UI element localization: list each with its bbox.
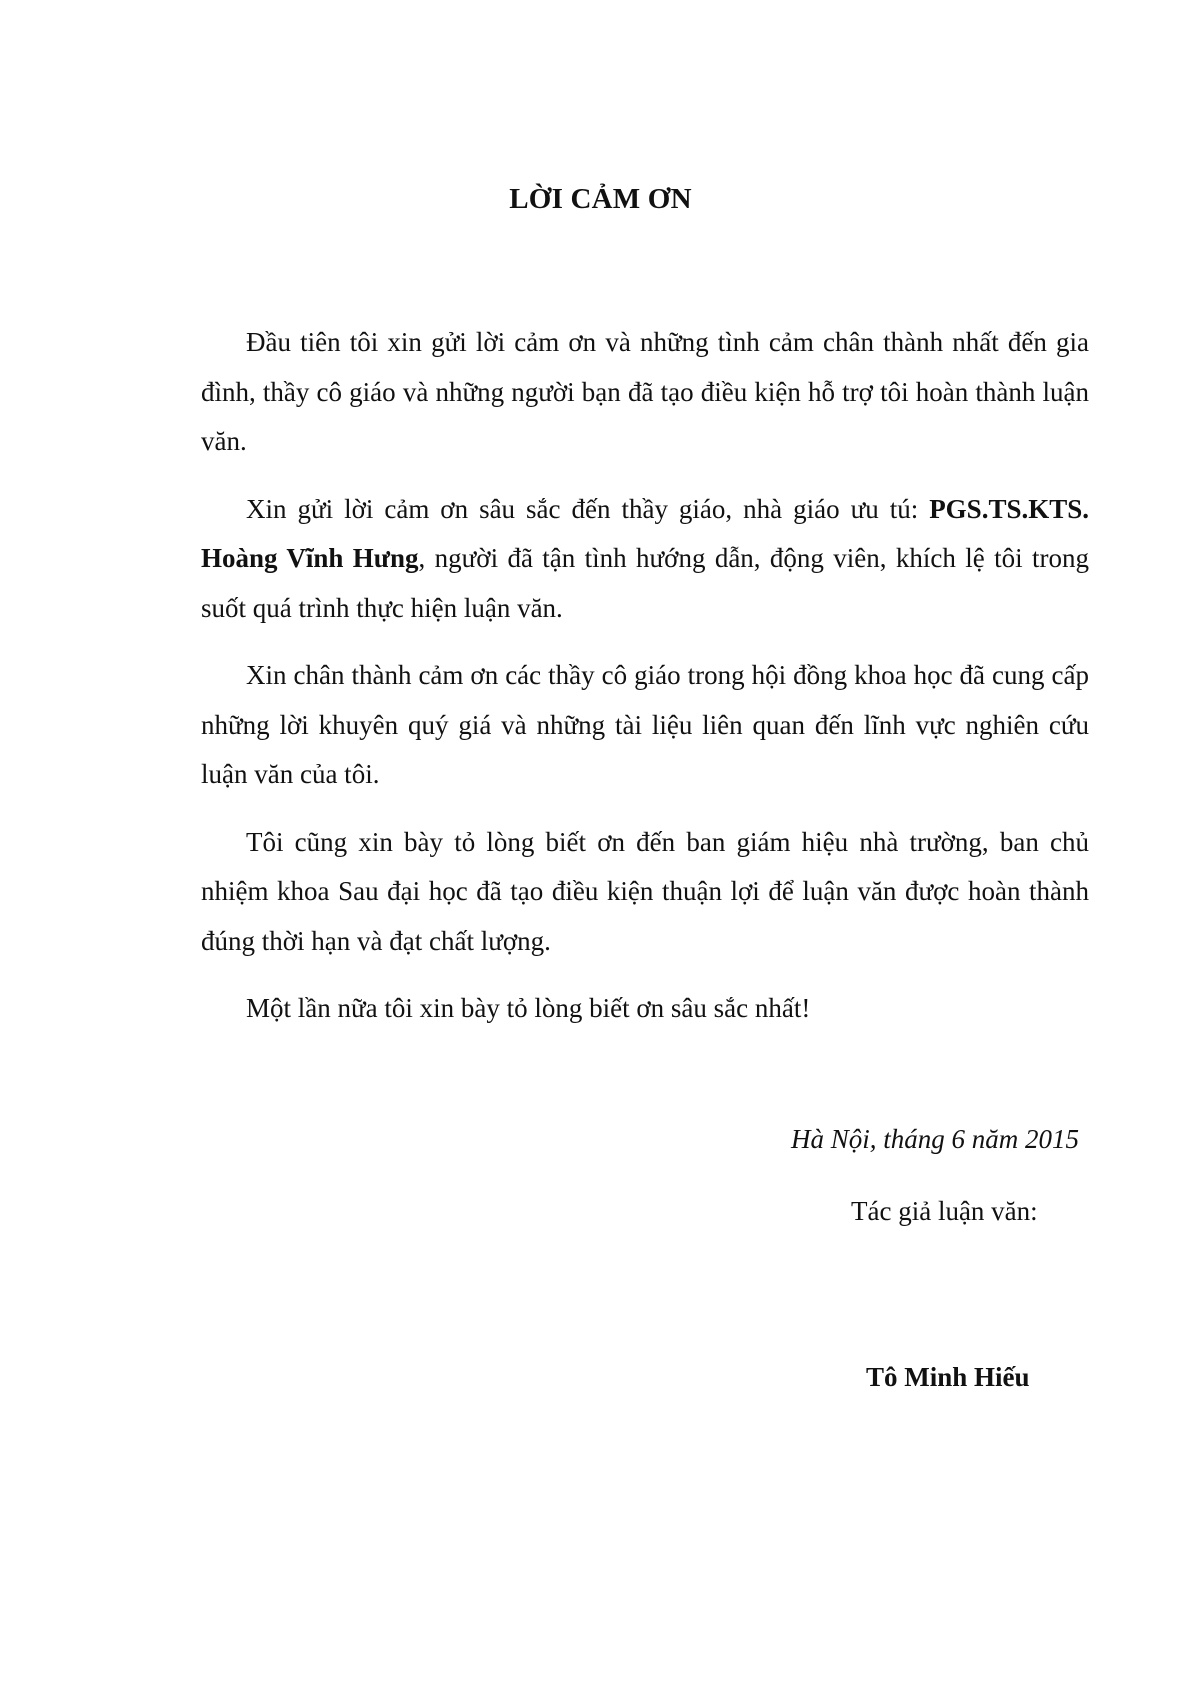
paragraph-2 bbox=[201, 485, 1089, 634]
author-name: Tô Minh Hiếu bbox=[866, 1362, 1030, 1392]
paragraph-2-rest: , người đã tận tình hướng dẫn, động viên, khích lệ tôi trong suốt quá trình thực hiện luận văn. bbox=[201, 543, 1089, 623]
advisor-name: PGS.TS.KTS. Hoàng Vĩnh Hưng bbox=[201, 493, 1089, 573]
paragraph-4: Tôi cũng xin bày tỏ lòng biết ơn đến ban giám hiệu nhà trường, ban chủ nhiệm khoa Sau đại học đã tạo điều kiện thuận lợi để luận văn được hoàn thành đúng thời hạn và đạt chất lượng. bbox=[201, 826, 1089, 956]
page-title: LỜI CẢM ƠN bbox=[509, 183, 692, 215]
paragraph-2-intro: Xin gửi lời cảm ơn sâu sắc đến thầy giáo, nhà giáo ưu tú: bbox=[246, 493, 930, 524]
author-label: Tác giả luận văn: bbox=[851, 1196, 1038, 1226]
paragraph-5: Một lần nữa tôi xin bày tỏ lòng biết ơn sâu sắc nhất! bbox=[246, 993, 811, 1023]
paragraph-3: Xin chân thành cảm ơn các thầy cô giáo trong hội đồng khoa học đã cung cấp những lời khuyên quý giá và những tài liệu liên quan đến lĩnh vực nghiên cứu luận văn của tôi. bbox=[201, 660, 1089, 789]
paragraph-1: Đầu tiên tôi xin gửi lời cảm ơn và những tình cảm chân thành nhất đến gia đình, thầy cô giáo và những người bạn đã tạo điều kiện hỗ trợ tôi hoàn thành luận văn. bbox=[201, 327, 1089, 456]
date-line: Hà Nội, tháng 6 năm 2015 bbox=[790, 1124, 1079, 1154]
acknowledgement-body bbox=[201, 318, 1089, 1052]
